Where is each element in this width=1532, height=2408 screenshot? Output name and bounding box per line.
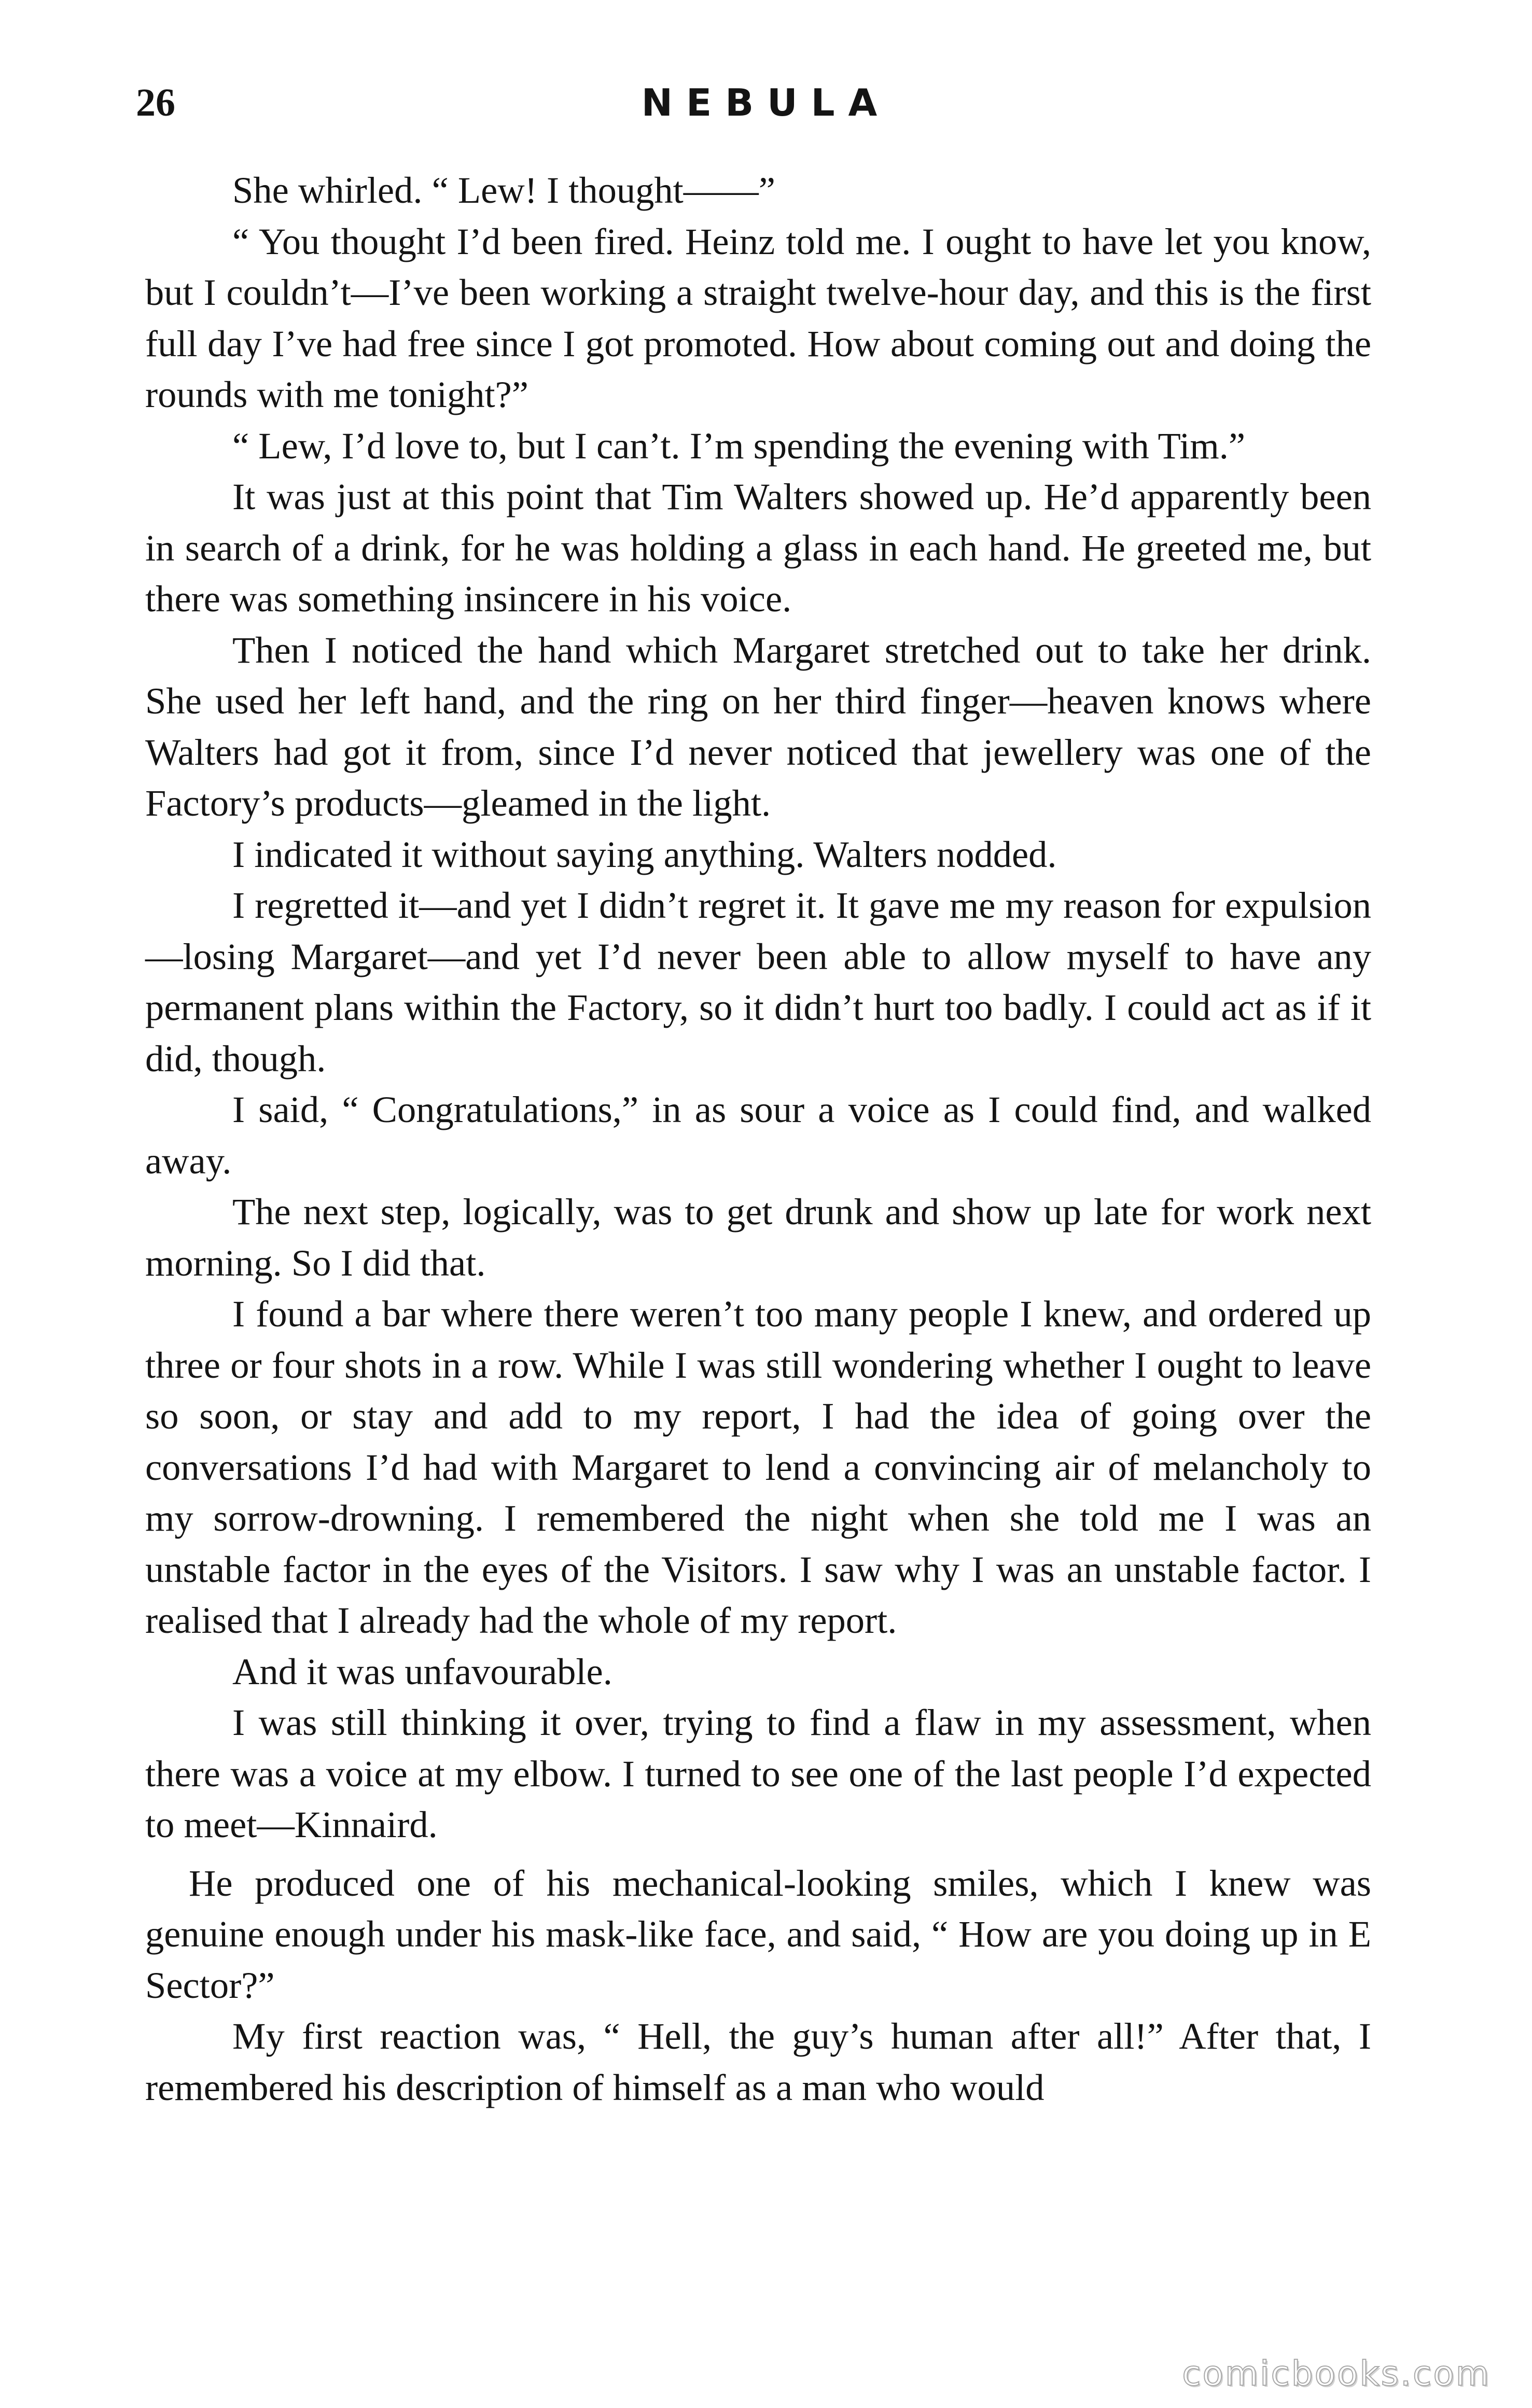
paragraph: I indicated it without saying anything. Walters nodded.	[232, 833, 1057, 875]
paragraph: And it was unfavourable.	[232, 1650, 612, 1692]
paragraph: I was still thinking it over, trying to find a flaw in my assessment, when there was a voice at my elbow. I turned to see one of the last people I’d expected to meet—Kinnaird.	[145, 1701, 1371, 1845]
paragraph: He produced one of his mechanical-looking smiles, which I knew was genuine enough under his mask-like face, and said, “ How are you doing up in E Sector?”	[145, 1861, 1371, 2006]
running-title: NEBULA	[641, 81, 891, 124]
paragraph: My first reaction was, “ Hell, the guy’s human after all!” After that, I remembered his description of himself as a man who would	[145, 2015, 1371, 2108]
paragraph: “ You thought I’d been fired. Heinz told me. I ought to have let you know, but I couldn’t—I’ve been working a straight twelve-hour day, and this is the first full day I’ve had free since I got promoted. How about coming out and doing the rounds with me tonight?”	[145, 220, 1371, 415]
paragraph: She whirled. “ Lew! I thought——”	[232, 169, 775, 211]
paragraph: I found a bar where there weren’t too many people I knew, and ordered up three or four shots in a row. While I was still wondering whether I ought to leave so soon, or stay and add to my report, I had the idea of going over the conversations I’d had with Margaret to lend a convincing air of melancholy to my sorrow-drowning. I remembered the night when she told me I was an unstable factor in the eyes of the Visitors. I saw why I was an unstable factor. I realised that I already had the whole of my report.	[145, 1293, 1371, 1641]
watermark: comicbooks.com	[1182, 2354, 1491, 2393]
running-head	[136, 77, 1396, 134]
paragraph: I regretted it—and yet I didn’t regret it. It gave me my reason for expulsion—losing Margaret—and yet I’d never been able to allow myself to have any permanent plans within the Factory, so it didn’t hurt too badly. I could act as if it did, though.	[145, 884, 1371, 1080]
paragraph: “ Lew, I’d love to, but I can’t. I’m spending the evening with Tim.”	[232, 424, 1246, 467]
body-text	[145, 165, 1371, 2113]
page-number: 26	[136, 81, 175, 124]
paragraph: The next step, logically, was to get drunk and show up late for work next morning. So I did that.	[145, 1191, 1371, 1284]
paragraph: I said, “ Congratulations,” in as sour a voice as I could find, and walked away.	[145, 1088, 1371, 1182]
paragraph: Then I noticed the hand which Margaret stretched out to take her drink. She used her left hand, and the ring on her third finger—heaven knows where Walters had got it from, since I’d never noticed that jewellery was one of the Factory’s products—gleamed in the light.	[145, 628, 1371, 824]
paragraph: It was just at this point that Tim Walters showed up. He’d apparently been in search of a drink, for he was holding a glass in each hand. He greeted me, but there was something insincere in his voice.	[145, 475, 1371, 620]
